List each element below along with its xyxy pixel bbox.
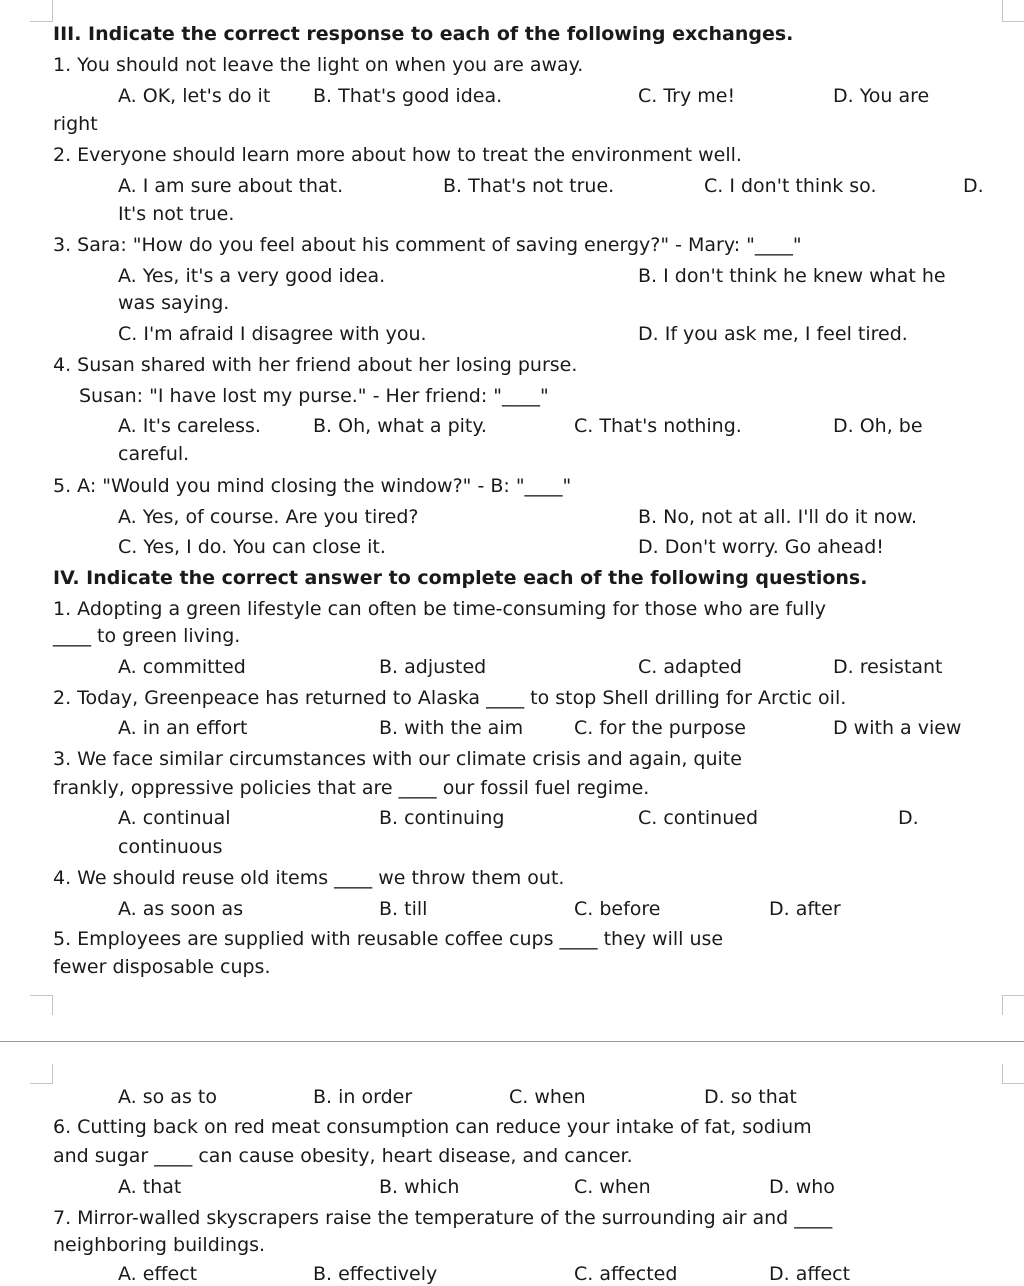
p4-q7-option-c: C. affected xyxy=(574,1263,678,1285)
p4-q1-option-b: B. adjusted xyxy=(379,656,487,678)
p3-q2-option-a: A. I am sure about that. xyxy=(118,175,344,197)
p3-q4-option-c: C. That's nothing. xyxy=(574,415,742,437)
p3-q3-stem: 3. Sara: "How do you feel about his comment of saving energy?" - Mary: "____" xyxy=(53,234,802,256)
p4-q4-option-a: A. as soon as xyxy=(118,898,244,920)
p4-q3-option-d-cont: continuous xyxy=(118,836,223,858)
p3-q1-stem: 1. You should not leave the light on when you are away. xyxy=(53,54,584,76)
p4-q7-option-b: B. effectively xyxy=(313,1263,438,1285)
p4-q1-option-d: D. resistant xyxy=(833,656,943,678)
p3-q4-option-d: D. Oh, be xyxy=(833,415,923,437)
p4-q7-option-a: A. effect xyxy=(118,1263,198,1285)
p4-q2-option-d: D with a view xyxy=(833,717,962,739)
p3-q5-option-a: A. Yes, of course. Are you tired? xyxy=(118,506,419,528)
p4-q3-option-d: D. xyxy=(898,807,919,829)
p3-q1-option-d: D. You are xyxy=(833,85,930,107)
page-break-line xyxy=(0,1041,1024,1042)
section-iv-heading: IV. Indicate the correct answer to complete each of the following questions. xyxy=(53,567,868,589)
p3-q3-option-b-cont: was saying. xyxy=(118,292,230,314)
p4-q7-stem: 7. Mirror-walled skyscrapers raise the temperature of the surrounding air and ____ xyxy=(53,1207,833,1229)
p4-q6-option-c: C. when xyxy=(574,1176,651,1198)
p4-q6-stem: 6. Cutting back on red meat consumption can reduce your intake of fat, sodium xyxy=(53,1116,812,1138)
p4-q6-option-d: D. who xyxy=(769,1176,835,1198)
p3-q2-option-d-cont: It's not true. xyxy=(118,203,235,225)
p4-q6-option-a: A. that xyxy=(118,1176,182,1198)
p3-q2-stem: 2. Everyone should learn more about how to treat the environment well. xyxy=(53,144,742,166)
p4-q1-stem: 1. Adopting a green lifestyle can often be time-consuming for those who are fully xyxy=(53,598,826,620)
p4-q5-option-a: A. so as to xyxy=(118,1086,217,1108)
p4-q6-option-b: B. which xyxy=(379,1176,460,1198)
p4-q7-option-d: D. affect xyxy=(769,1263,851,1285)
p3-q4-option-b: B. Oh, what a pity. xyxy=(313,415,487,437)
p4-q4-option-d: D. after xyxy=(769,898,841,920)
p3-q2-option-b: B. That's not true. xyxy=(443,175,615,197)
p3-q1-option-c: C. Try me! xyxy=(638,85,736,107)
p4-q3-stem: 3. We face similar circumstances with our climate crisis and again, quite xyxy=(53,748,742,770)
p4-q3-stem-cont: frankly, oppressive policies that are ____ our fossil fuel regime. xyxy=(53,777,650,799)
p4-q5-stem-cont: fewer disposable cups. xyxy=(53,956,271,978)
p4-q4-option-b: B. till xyxy=(379,898,428,920)
p4-q1-option-c: C. adapted xyxy=(638,656,742,678)
p4-q3-option-c: C. continued xyxy=(638,807,759,829)
p3-q3-option-c: C. I'm afraid I disagree with you. xyxy=(118,323,427,345)
p4-q4-option-c: C. before xyxy=(574,898,661,920)
p3-q4-dialogue: Susan: "I have lost my purse." - Her friend: "____" xyxy=(79,385,549,407)
p3-q3-option-b: B. I don't think he knew what he xyxy=(638,265,946,287)
p4-q1-option-a: A. committed xyxy=(118,656,246,678)
p4-q1-stem-cont: ____ to green living. xyxy=(53,625,241,647)
p3-q5-option-b: B. No, not at all. I'll do it now. xyxy=(638,506,918,528)
p3-q2-option-d: D. xyxy=(963,175,984,197)
p4-q5-option-c: C. when xyxy=(509,1086,586,1108)
p3-q2-option-c: C. I don't think so. xyxy=(704,175,877,197)
p4-q2-option-b: B. with the aim xyxy=(379,717,524,739)
p3-q1-option-d-cont: right xyxy=(53,113,98,135)
section-iii-heading: III. Indicate the correct response to each of the following exchanges. xyxy=(53,23,794,45)
p4-q5-stem: 5. Employees are supplied with reusable coffee cups ____ they will use xyxy=(53,928,724,950)
p4-q3-option-b: B. continuing xyxy=(379,807,505,829)
p3-q3-option-a: A. Yes, it's a very good idea. xyxy=(118,265,386,287)
p3-q4-option-d-cont: careful. xyxy=(118,443,190,465)
p4-q2-option-c: C. for the purpose xyxy=(574,717,746,739)
p4-q4-stem: 4. We should reuse old items ____ we throw them out. xyxy=(53,867,565,889)
p4-q6-stem-cont: and sugar ____ can cause obesity, heart disease, and cancer. xyxy=(53,1145,633,1167)
p4-q5-option-b: B. in order xyxy=(313,1086,413,1108)
p3-q3-option-d: D. If you ask me, I feel tired. xyxy=(638,323,908,345)
p3-q4-stem: 4. Susan shared with her friend about her losing purse. xyxy=(53,354,578,376)
p3-q5-option-d: D. Don't worry. Go ahead! xyxy=(638,536,884,558)
p3-q1-option-b: B. That's good idea. xyxy=(313,85,503,107)
p3-q4-option-a: A. It's careless. xyxy=(118,415,261,437)
p3-q1-option-a: A. OK, let's do it xyxy=(118,85,271,107)
p4-q7-stem-cont: neighboring buildings. xyxy=(53,1234,266,1256)
p4-q5-option-d: D. so that xyxy=(704,1086,797,1108)
p4-q2-option-a: A. in an effort xyxy=(118,717,248,739)
p3-q5-stem: 5. A: "Would you mind closing the window?" - B: "____" xyxy=(53,475,572,497)
p4-q2-stem: 2. Today, Greenpeace has returned to Alaska ____ to stop Shell drilling for Arctic oil. xyxy=(53,687,847,709)
p3-q5-option-c: C. Yes, I do. You can close it. xyxy=(118,536,386,558)
p4-q3-option-a: A. continual xyxy=(118,807,231,829)
